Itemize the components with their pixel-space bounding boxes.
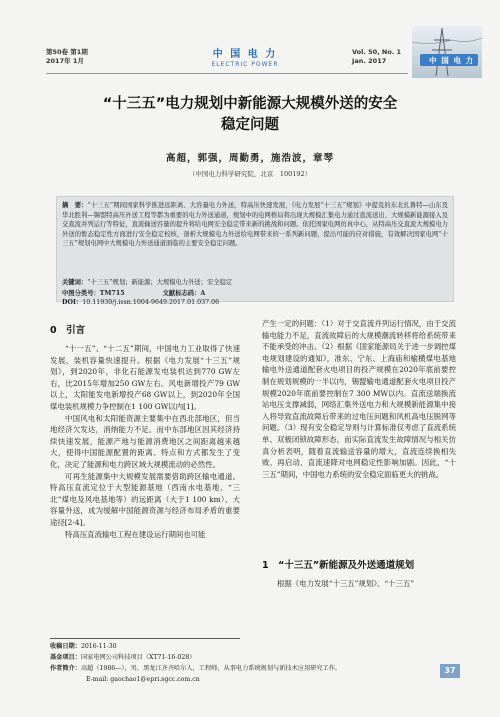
page-number: 37 (440, 664, 460, 678)
paragraph: 根据《电力发展“十三五”规划》、“十三五” (277, 579, 415, 588)
section-1-body (262, 578, 456, 590)
section-1-heading: 1 “十三五”新能源及外送通道规划 (262, 560, 415, 571)
footnote-text: 高超（1986—），男，黑龙江齐齐哈尔人，工程师，从事电力系统规划与新技术应用研究工作。 (80, 665, 342, 672)
footnote-text: E-mail: gaochao1@epri.sgcc.com.cn (86, 676, 200, 683)
journal-name-cn: 中 国 电 力 (212, 49, 278, 60)
title-line-2: 稳定问题 (221, 117, 279, 133)
footnote-text: 2016-11-30 (80, 643, 117, 650)
footnote-label: 基金项目： (50, 654, 81, 661)
footnote-received (50, 642, 450, 652)
footnote-divider (50, 638, 240, 639)
date-en: Jan. 2017 (352, 57, 387, 65)
abstract-text: “十三五”期间国家科学推进远距离、大容量电力外送，特高压快速发展，《电力发展“十三五”规划》中提及的东北扎鲁特—山东及华北胜利—锡盟特高压外送工程等都为重要的电力外送通道，规划中的电网格局将出现大规模汇集电力通过直流送出、大规模新能源接入及交直流并列运行等特征，直流输送容量的提升将给电网安全稳定带来新的挑战和问题。依托国家电网仿真中心，从特高压交直流大规模电力外送的暂态稳定性方面进行安全稳定校核，剖析大规模电力外送给电网带来的一系列新问题，提出可能的应对措施，有效解决国家电网“十三五”规划电网中大规模电力外送通道面临的主要安全稳定问题。 (62, 202, 448, 248)
doc-code-group (163, 288, 206, 297)
power-tower-icon (412, 26, 482, 78)
clc-group (62, 288, 125, 297)
header-divider (46, 73, 408, 74)
paragraph: 特高压直流输电工程在建设运行期间也可能 (65, 529, 206, 539)
footnote-label: 作者简介： (50, 665, 81, 672)
keywords-label: 关键词： (62, 279, 88, 286)
article-title (40, 94, 460, 136)
paragraph: 可再生能源集中大规模发展需要借助跨区输电通道。特高压直流定位于大型能源基地（西南水电基地、“三北”煤电及风电基地等）的远距离（大于1 100 km）、大容量外送，成为缓解中国能源资源与经济布局矛盾的重要途径[2-4]。 (50, 471, 240, 527)
keywords-text: “十三五”规划；新能源；大规模电力外送；安全稳定 (87, 279, 233, 286)
title-line-1: “十三五”电力规划中新能源大规模外送的安全 (102, 96, 398, 112)
footnote-text: 国家电网公司科技项目（XT71-16-028） (80, 654, 196, 661)
footnote-funding (50, 653, 450, 663)
journal-name-en: ELECTRIC POWER (211, 61, 279, 68)
authors: 高超，郭强，周勤勇，施浩波，章琴 (165, 153, 334, 164)
footnote-label: 收稿日期： (50, 643, 81, 650)
abstract (62, 201, 448, 249)
doi-label: DOI： (62, 299, 83, 306)
classification-line (62, 288, 448, 306)
paragraph: “十一五”、“十二五”期间，中国电力工业取得了快速发展，装机容量快速提升。根据《电力发展“十三五”规划》，到2020年，非化石能源发电装机达到770 GW左右，比2015年增加250 GW左右。风电新增投产79 GW以上，太阳能发电新增投产68 GW以上，到2020年全国煤电装机规模力争控制在1 100 GW以内[1]。 (50, 344, 240, 411)
abstract-label: 摘 要： (62, 202, 88, 209)
paragraph: 产生一定的问题：（1）对于交直流并列运行情况，由于交流输电能力不足，直流故障后的大规模潮流转移将给系统带来不能承受的冲击。（2）根据《国家能源局关于进一步调控煤电规划建设的通知》，准东、宁东、上海庙和榆横煤电基地输电外送通道配套火电项目的投产规模在2020年底前要控制在规划规模的一半以内，锡盟输电通道配套火电项目投产规模2020年底前要控制在7 300 MW以内。直流送端换流站电压支撑减弱，网络汇集外送电力和大规模新能源集中接入将导致直流故障后带来的过电压问题和风机高电压脱网等问题。（3）现有安全稳定导则与计算标准仅考虑了直流系统单、双极闭锁故障形态，而实际直流发生故障情况与相关仿真分析表明，随着直流输送容量的增大，直流连续换相失败、再启动、直流速降对电网稳定性影响加剧。因此，“十三五”期间，中国电力系统的安全稳定面临更大的挑战。 (262, 319, 456, 479)
doc-code-label: 文献标志码： (162, 290, 201, 297)
journal-banner-image (412, 26, 482, 78)
keywords (62, 277, 448, 286)
paragraph: 中国风电和太阳能资源主要集中在西北部地区，但当地经济欠发达，消纳能力不足。而中东部地区因其经济持续快速发展，能源产地与能源消费地区之间距离越来越大，使得中国能源配置的距离、特点和方式都发生了变化，决定了能源和电力跨区域大规模流动的必然性。 (50, 413, 240, 469)
right-column-body (262, 318, 456, 480)
left-column-body (50, 343, 240, 540)
affiliation: （中国电力科学研究院，北京 100192） (188, 170, 312, 178)
doi-group (62, 297, 255, 306)
clc-value: TM715 (99, 290, 125, 297)
doi-value: 10.11930/j.issn.1004-9649.2017.01.037.06 (82, 299, 220, 306)
footnote-email (86, 675, 486, 685)
banner-title-bar (420, 54, 478, 66)
banner-title: 中 国 电 力 (429, 56, 474, 65)
issue-info-en (352, 48, 401, 66)
date-cn: 2017年 1月 (46, 57, 84, 65)
issue-info-cn (46, 48, 88, 66)
issue-cn: 第50卷 第1期 (46, 48, 88, 56)
footnote-author (50, 664, 435, 674)
clc-label: 中图分类号： (62, 290, 100, 297)
journal-masthead (190, 45, 300, 68)
doc-code-value: A (200, 290, 206, 297)
volume-en: Vol. 50, No. 1 (352, 48, 402, 56)
section-0-heading: 0 引言 (50, 325, 86, 336)
